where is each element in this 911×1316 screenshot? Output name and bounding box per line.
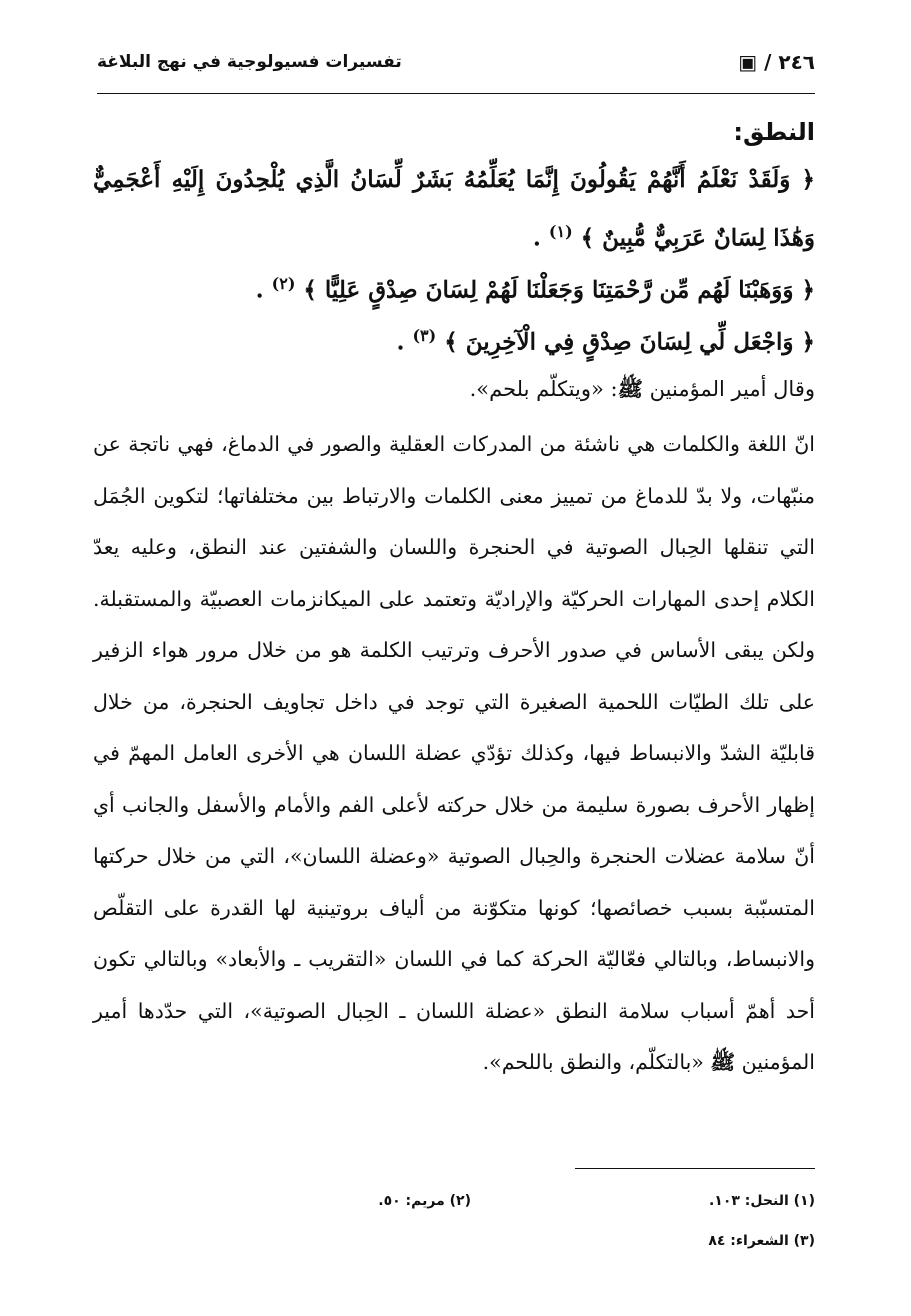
page-number: ٢٤٦ / ▣ [738, 50, 815, 74]
honorific-symbol: ﷺ [617, 376, 643, 401]
verse-text: ﴿ وَوَهَبْنَا لَهُم مِّن رَّحْمَتِنَا وَجَعَلْنَا لَهُمْ لِسَانَ صِدْقٍ عَلِيًّا ﴾ [303, 276, 815, 304]
quran-verse: ﴿ وَاجْعَل لِّي لِسَانَ صِدْقٍ فِي الْآخِرِينَ ﴾ $^{(٣)}$ . [396, 326, 815, 356]
quran-verse: ﴿ وَلَقَدْ نَعْلَمُ أَنَّهُمْ يَقُولُونَ إِنَّمَا يُعَلِّمُهُ بَشَرٌ لِّسَانُ الَّذِي يُلْحِدُونَ إِلَيْهِ أَعْجَمِيٌّ وَهَٰذَا لِسَانٌ عَرَبِيٌّ مُّبِينٌ ﴾ $^{(١)}$ . [93, 166, 815, 252]
honorific-symbol: ﷺ [710, 1050, 736, 1074]
book-title: تفسيرات فسيولوجية في نهج البلاغة [97, 52, 402, 72]
paragraph-text: انّ اللغة والكلمات هي ناشئة من المدركات العقلية والصور في الدماغ، فهي ناتجة عن منبّهات، ولا بدّ للدماغ من تمييز معنى الكلمات والارتباط بين مختلفاتها؛ لتكوين الجُمَل التي تنقلها الحِبال الصوتية في الحنجرة واللسان والشفتين عند النطق، وعليه يعدّ الكلام إحدى المهارات الحركيّة والإراديّة وتعتمد على الميكانزمات العصبيّة والمستقبلة. ولكن يبقى الأساس في صدور الأحرف وترتيب الكلمة هو من خلال مرور هواء الزفير على تلك الطيّات اللحمية الصغيرة التي توجد في داخل تجاويف الحنجرة، من خلال قابليّة الشدّ والانبساط فيها، وكذلك تؤدّي عضلة اللسان هي الأخرى العامل المهمّ في إظهار الأحرف بصورة سليمة من خلال حركته لأعلى الفم والأمام والأسفل والجانب أي أنّ سلامة عضلات الحنجرة والحِبال الصوتية «وعضلة اللسان»، التي من خلال حركتها المتسبّبة بسبب خصائصها؛ كونها متكوّنة من ألياف بروتينية لها القدرة على التقلّص والانبساط، وبالتالي فعّاليّة الحركة كما في اللسان «التقريب ـ والأبعاد» وبالتالي تكون أحد أهمّ أسباب سلامة النطق «عضلة اللسان ـ الحِبال الصوتية»، التي حدّدها أمير المؤمنين [93, 432, 815, 1074]
footnote-reference: (٣) [412, 326, 437, 345]
footnote-divider [575, 1168, 815, 1169]
quote-text: : «ويتكلّم بلحم». [469, 377, 618, 401]
footnote: (١) النحل: ١٠٣. [708, 1193, 815, 1209]
verse-text: ﴿ وَلَقَدْ نَعْلَمُ أَنَّهُمْ يَقُولُونَ إِنَّمَا يُعَلِّمُهُ بَشَرٌ لِّسَانُ الَّذِي يُلْحِدُونَ إِلَيْهِ أَعْجَمِيٌّ وَهَٰذَا لِسَانٌ عَرَبِيٌّ مُّبِينٌ ﴾ [93, 166, 815, 252]
quote-intro: وقال أمير المؤمنين [649, 377, 815, 401]
section-heading: النطق: [733, 118, 815, 146]
verse-text: ﴿ وَاجْعَل لِّي لِسَانَ صِدْقٍ فِي الْآخِرِينَ ﴾ [444, 328, 815, 356]
quran-verse: ﴿ وَوَهَبْنَا لَهُم مِّن رَّحْمَتِنَا وَجَعَلْنَا لَهُمْ لِسَانَ صِدْقٍ عَلِيًّا ﴾ $^{(٢)}$ . [255, 274, 815, 304]
paragraph-ending: «بالتكلّم، والنطق باللحم». [482, 1050, 711, 1074]
body-paragraph [93, 419, 815, 1089]
footnote-reference: (٢) [271, 274, 296, 293]
imam-quote [470, 364, 815, 414]
running-header [97, 50, 815, 90]
header-divider [97, 93, 815, 94]
footnote: (٢) مريم: ٥٠. [378, 1193, 471, 1209]
footnote: (٣) الشعراء: ٨٤ [708, 1233, 815, 1249]
footnote-reference: (١) [548, 222, 573, 241]
